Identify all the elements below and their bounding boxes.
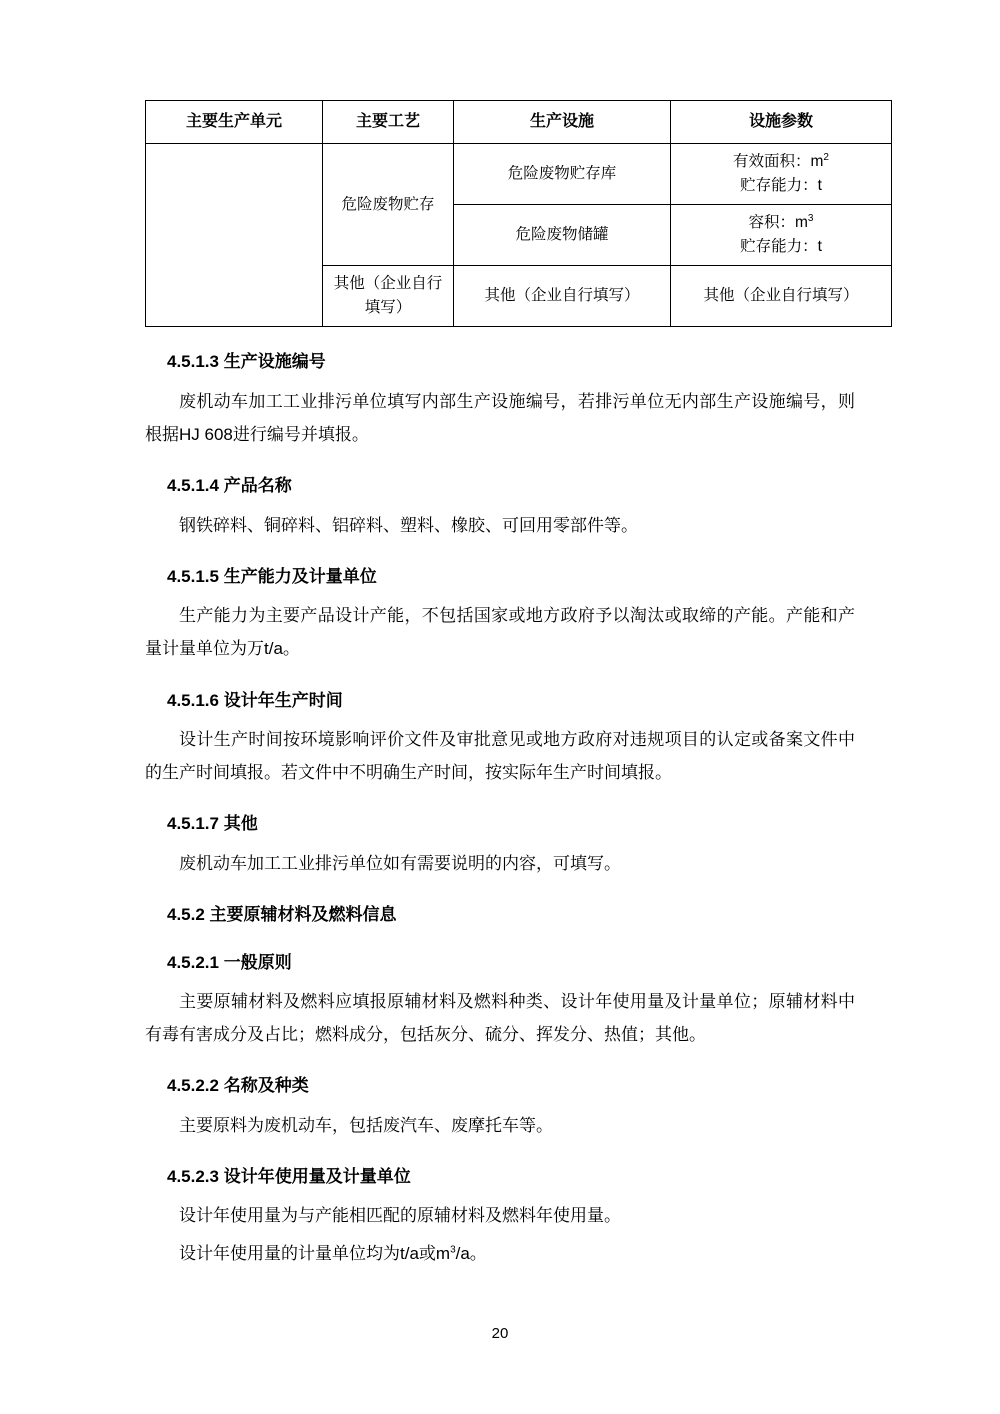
cell-params-warehouse [671,144,892,205]
cell-facility-hazardous-tank: 危险废物储罐 [454,205,671,266]
param-sup: 2 [823,152,829,163]
cell-process-hazardous-storage: 危险废物贮存 [323,144,454,266]
section-heading: 4.5.1.7 其他 [167,814,258,834]
section-paragraph: 主要原料为废机动车，包括废汽车、废摩托车等。 [179,1115,553,1135]
production-facility-table [145,100,892,327]
section-paragraph: 钢铁碎料、铜碎料、铝碎料、塑料、橡胶、可回用零部件等。 [179,515,638,535]
header-production-facility: 生产设施 [454,101,671,144]
section-heading: 4.5.1.6 设计年生产时间 [167,690,343,710]
cell-facility-other: 其他（企业自行填写） [454,266,671,327]
cell-params-other: 其他（企业自行填写） [671,266,892,327]
table-header [146,101,892,144]
section-heading: 4.5.2.1 一般原则 [167,952,292,972]
table-header-row [146,101,892,144]
section-heading: 4.5.1.3 生产设施编号 [167,352,326,372]
section-heading: 4.5.1.4 产品名称 [167,476,292,496]
param-storage-capacity: 贮存能力：t [740,177,822,195]
param-effective-area: 有效面积：$m^2$ [733,152,829,171]
section-heading: 4.5.2 主要原辅材料及燃料信息 [167,905,397,925]
section-4-5-2-3 [145,1164,855,1270]
section-4-5-1-5 [145,564,855,666]
section-4-5-1-7 [145,811,855,880]
table-body [146,144,892,327]
header-main-process: 主要工艺 [323,101,454,144]
section-4-5-1-4 [145,473,855,542]
header-facility-parameter: 设施参数 [671,101,892,144]
cell-unit-blank [146,144,323,327]
section-heading: 4.5.1.5 生产能力及计量单位 [167,566,377,586]
section-paragraph: 废机动车加工工业排污单位如有需要说明的内容，可填写。 [179,853,621,873]
section-4-5-2 [145,902,855,928]
cell-params-tank [671,205,892,266]
section-paragraph: 废机动车加工工业排污单位填写内部生产设施编号，若排污单位无内部生产设施编号，则根据HJ 608进行编号并填报。 [145,391,855,445]
section-4-5-2-2 [145,1073,855,1142]
page-number: 20 [491,1325,509,1342]
section-heading: 4.5.2.2 名称及种类 [167,1076,309,1096]
cell-process-other: 其他（企业自行填写） [323,266,454,327]
section-paragraph: 设计生产时间按环境影响评价文件及审批意见或地方政府对违规项目的认定或备案文件中的生产时间填报。若文件中不明确生产时间，按实际年生产时间填报。 [145,730,855,783]
section-4-5-1-6 [145,688,855,790]
section-heading: 4.5.2.3 设计年使用量及计量单位 [167,1166,411,1186]
section-paragraph-units: 设计年使用量的计量单位均为t/a或$m^3/a$。 [179,1243,487,1263]
unit-sup: 3 [450,1243,456,1255]
cell-facility-hazardous-warehouse: 危险废物贮存库 [454,144,671,205]
header-main-production-unit: 主要生产单元 [146,101,323,144]
section-4-5-2-1 [145,950,855,1052]
section-paragraph: 生产能力为主要产品设计产能，不包括国家或地方政府予以淘汰或取缔的产能。产能和产量计量单位为万t/a。 [145,606,855,659]
section-paragraph: 设计年使用量为与产能相匹配的原辅材料及燃料年使用量。 [179,1206,621,1226]
param-sup: 3 [807,213,814,225]
section-4-5-1-3 [145,349,855,451]
param-storage-capacity: 贮存能力：t [740,238,822,256]
param-volume: 容积：$m^3$ [748,213,814,232]
table-row [146,144,892,205]
section-paragraph: 主要原辅材料及燃料应填报原辅材料及燃料种类、设计年使用量及计量单位；原辅材料中有毒有害成分及占比；燃料成分，包括灰分、硫分、挥发分、热值；其他。 [145,992,855,1045]
